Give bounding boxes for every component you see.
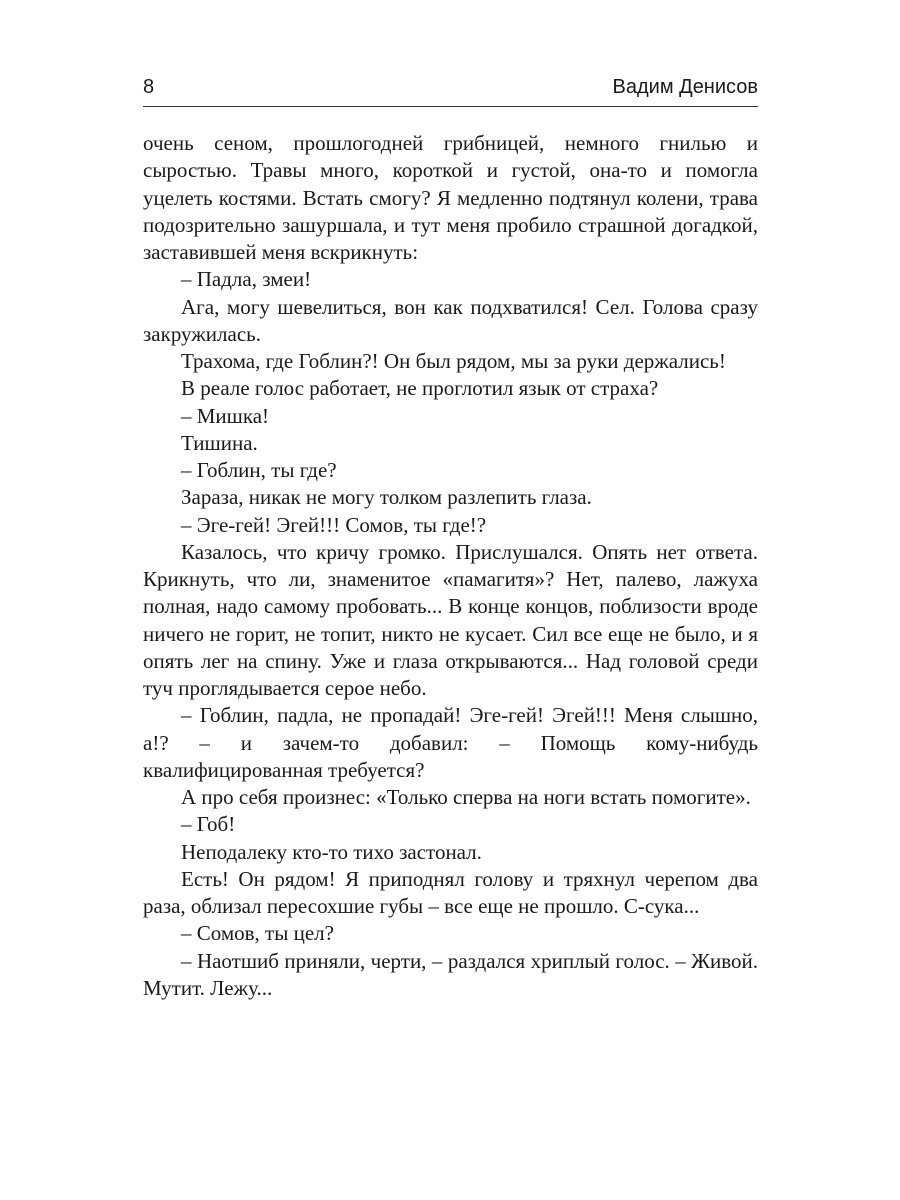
- paragraph: – Гоблин, ты где?: [181, 458, 337, 482]
- paragraph: Тишина.: [181, 430, 258, 455]
- paragraph: Ага, могу шевелиться, вон как подхватился! Сел. Голова сразу закружилась.: [143, 294, 758, 346]
- paragraph: Неподалеку кто-то тихо застонал.: [181, 839, 482, 864]
- paragraph: – Эге-гей! Эгей!!! Сомов, ты где!?: [181, 512, 487, 537]
- paragraph: – Гоблин, падла, не пропадай! Эге-гей! Эгей!!! Меня слышно, а!? – и зачем-то добавил: – Помощь кому-нибудь квалифицированная требуется?: [143, 703, 758, 782]
- paragraph: Зараза, никак не могу толком разлепить глаза.: [181, 485, 592, 510]
- paragraph: А про себя произнес: «Только сперва на ноги встать помогите».: [181, 785, 751, 809]
- paragraph: – Сомов, ты цел?: [181, 921, 334, 946]
- paragraph-continued: очень сеном, прошлогодней грибницей, немного гнилью и сыростью. Травы много, короткой и густой, она-то и помогла уцелеть костями. Встать смогу? Я медленно подтянул колени, трава подозрительно зашуршала, и тут меня пробило страшной догадкой, заставившей меня вскрикнуть:: [143, 131, 758, 264]
- paragraph: Есть! Он рядом! Я приподнял голову и тряхнул черепом два раза, облизал пересохшие губы – все еще не прошло. С-сука...: [143, 866, 758, 918]
- paragraph: – Наотшиб приняли, черти, – раздался хриплый голос. – Живой. Мутит. Лежу...: [143, 948, 758, 1000]
- body-text: [143, 130, 758, 1002]
- running-head: [143, 72, 758, 107]
- paragraph: – Падла, змеи!: [181, 267, 312, 292]
- paragraph: – Гоб!: [181, 812, 236, 837]
- paragraph: Трахома, где Гоблин?! Он был рядом, мы за руки держались!: [181, 349, 726, 373]
- running-head-author: Вадим Денисов: [612, 76, 758, 98]
- page-number: 8: [143, 76, 155, 98]
- paragraph: В реале голос работает, не проглотил язык от страха?: [181, 376, 659, 401]
- paragraph: – Мишка!: [181, 403, 270, 428]
- paragraph: Казалось, что кричу громко. Прислушался. Опять нет ответа. Крикнуть, что ли, знаменитое «памагитя»? Нет, палево, лажуха полная, надо самому пробовать... В конце концов, поблизости вроде ничего не горит, не топит, никто не кусает. Сил все еще не было, и я опять лег на спину. Уже и глаза открываются... Над головой среди туч проглядывается серое небо.: [143, 539, 758, 700]
